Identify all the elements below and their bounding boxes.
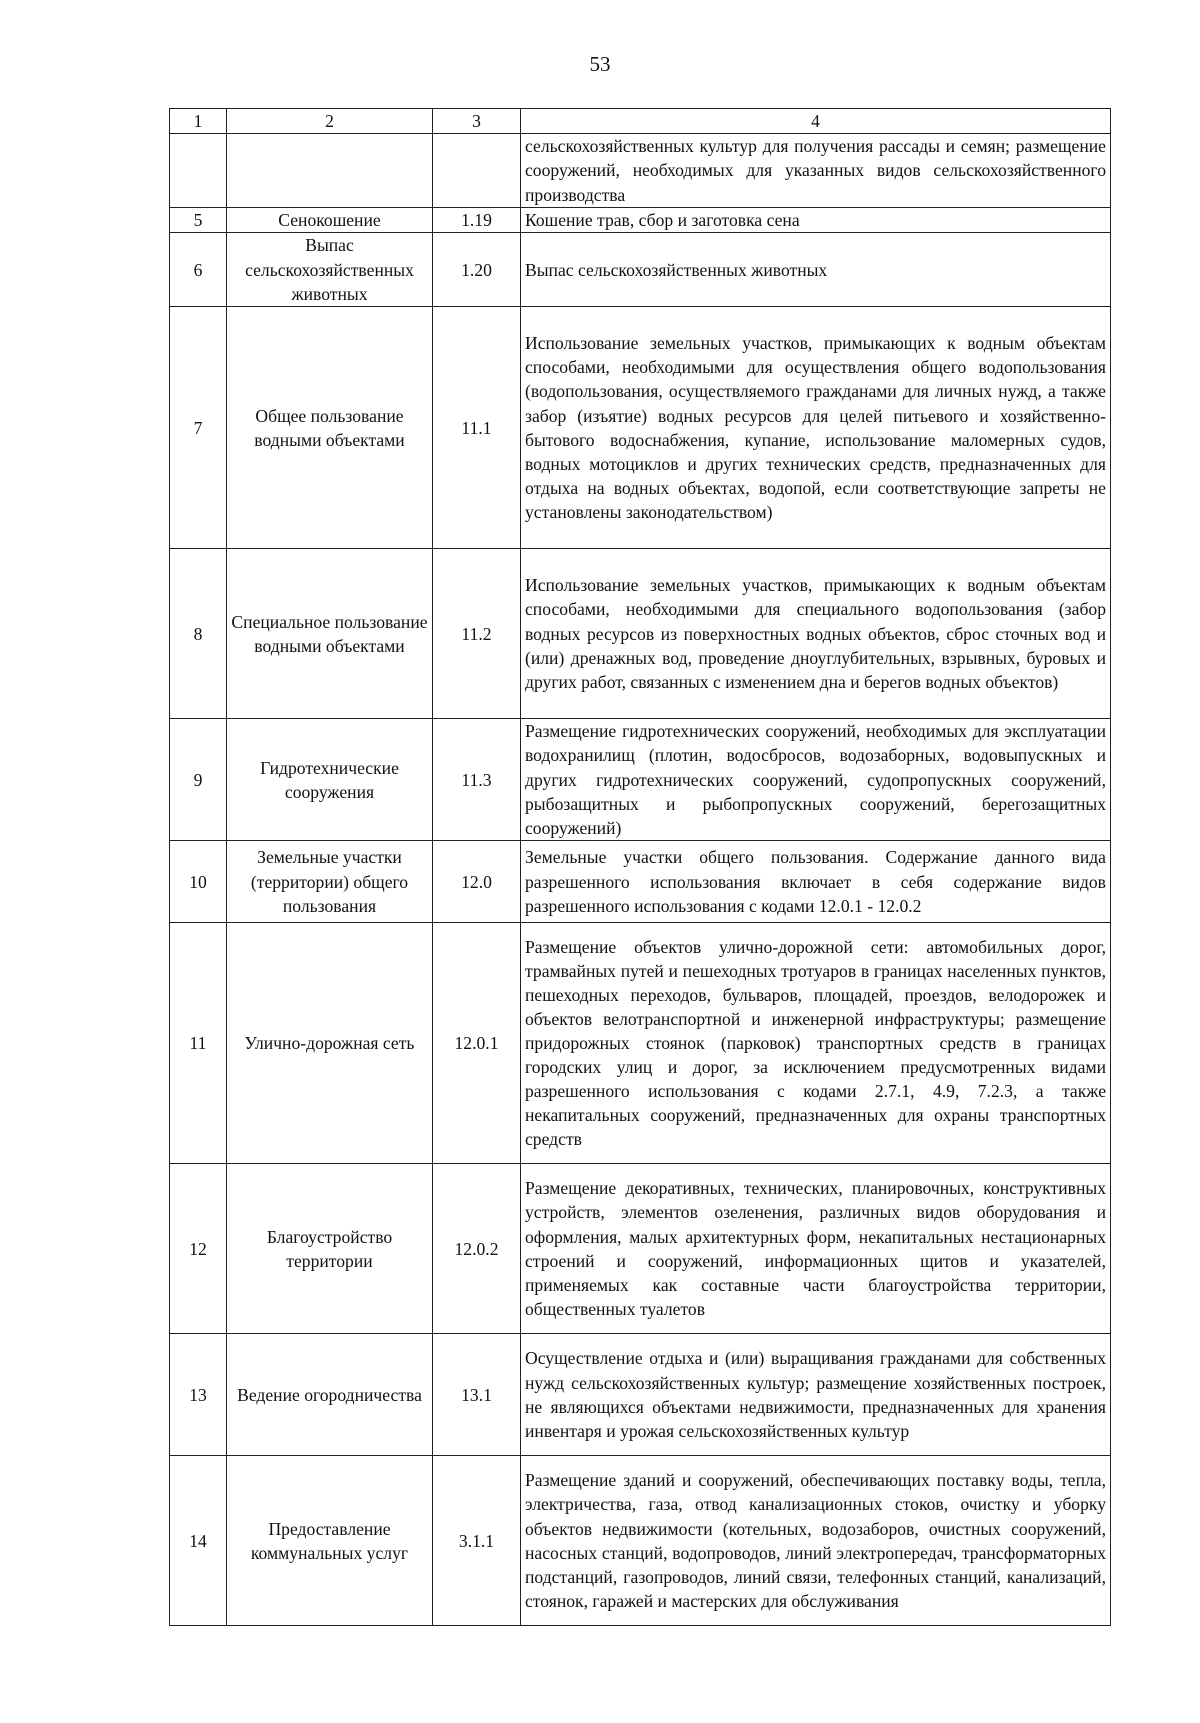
row-code: 13.1: [433, 1334, 521, 1456]
row-number: 5: [170, 208, 227, 233]
row-description: Использование земельных участков, примыкающих к водным объектам способами, необходимыми для осуществления общего водопользования (водопользования, осуществляемого гражданами для личных нужд, а также забор (изъятие) водных ресурсов для целей питьевого и хозяйственно-бытового водоснабжения, купание, использование маломерных судов, водных мотоциклов и других технических средств, предназначенных для отдыха на водных объектах, водопой, если соответствующие запреты не установлены законодательством): [521, 307, 1111, 549]
row-code: 1.19: [433, 208, 521, 233]
table-row: [170, 1456, 1111, 1626]
row-number: [170, 134, 227, 208]
row-name: Улично-дорожная сеть: [227, 923, 433, 1164]
row-number: 12: [170, 1164, 227, 1334]
row-name: Ведение огородничества: [227, 1334, 433, 1456]
row-description: Размещение гидротехнических сооружений, необходимых для эксплуатации водохранилищ (плотин, водосбросов, водозаборных, водовыпускных и других гидротехнических сооружений, судопропускных сооружений, рыбозащитных и рыбопропускных сооружений, берегозащитных сооружений): [521, 719, 1111, 841]
row-description: Осуществление отдыха и (или) выращивания гражданами для собственных нужд сельскохозяйственных культур; размещение хозяйственных построек, не являющихся объектами недвижимости, предназначенных для хранения инвентаря и урожая сельскохозяйственных культур: [521, 1334, 1111, 1456]
row-description: Кошение трав, сбор и заготовка сена: [521, 208, 1111, 233]
header-col-1: 1: [170, 109, 227, 134]
row-code: 1.20: [433, 233, 521, 307]
row-code: [433, 134, 521, 208]
table-header-row: [170, 109, 1111, 134]
row-name: Земельные участки (территории) общего пользования: [227, 841, 433, 923]
land-use-table: [169, 108, 1111, 1626]
row-number: 14: [170, 1456, 227, 1626]
row-name: Общее пользование водными объектами: [227, 307, 433, 549]
table-row: [170, 923, 1111, 1164]
row-code: 11.3: [433, 719, 521, 841]
row-code: 12.0.1: [433, 923, 521, 1164]
row-description: Использование земельных участков, примыкающих к водным объектам способами, необходимыми для специального водопользования (забор водных ресурсов из поверхностных водных объектов, сброс сточных вод и (или) дренажных вод, проведение дноуглубительных, взрывных, буровых и других работ, связанных с изменением дна и берегов водных объектов): [521, 549, 1111, 719]
row-description: Размещение зданий и сооружений, обеспечивающих поставку воды, тепла, электричества, газа, отвод канализационных стоков, очистку и уборку объектов недвижимости (котельных, водозаборов, очистных сооружений, насосных станций, водопроводов, линий электропередач, трансформаторных подстанций, газопроводов, линий связи, телефонных станций, канализаций, стоянок, гаражей и мастерских для обслуживания: [521, 1456, 1111, 1626]
row-description: Размещение объектов улично-дорожной сети: автомобильных дорог, трамвайных путей и пешеходных тротуаров в границах населенных пунктов, пешеходных переходов, бульваров, площадей, проездов, велодорожек и объектов велотранспортной и инженерной инфраструктуры; размещение придорожных стоянок (парковок) транспортных средств в границах городских улиц и дорог, за исключением предусмотренных видами разрешенного использования с кодами 2.7.1, 4.9, 7.2.3, а также некапитальных сооружений, предназначенных для охраны транспортных средств: [521, 923, 1111, 1164]
row-code: 11.1: [433, 307, 521, 549]
row-description: Земельные участки общего пользования. Содержание данного вида разрешенного использования включает в себя содержание видов разрешенного использования с кодами 12.0.1 - 12.0.2: [521, 841, 1111, 923]
table-row: [170, 719, 1111, 841]
row-number: 8: [170, 549, 227, 719]
table-row: [170, 1334, 1111, 1456]
header-col-4: 4: [521, 109, 1111, 134]
row-name: Благоустройство территории: [227, 1164, 433, 1334]
header-col-3: 3: [433, 109, 521, 134]
row-description: Выпас сельскохозяйственных животных: [521, 233, 1111, 307]
row-name: Предоставление коммунальных услуг: [227, 1456, 433, 1626]
row-number: 7: [170, 307, 227, 549]
row-description: Размещение декоративных, технических, планировочных, конструктивных устройств, элементов озеленения, различных видов оборудования и оформления, малых архитектурных форм, некапитальных нестационарных строений и сооружений, информационных щитов и указателей, применяемых как составные части благоустройства территории, общественных туалетов: [521, 1164, 1111, 1334]
header-col-2: 2: [227, 109, 433, 134]
row-name: Гидротехнические сооружения: [227, 719, 433, 841]
row-name: Специальное пользование водными объектами: [227, 549, 433, 719]
table-row: [170, 549, 1111, 719]
row-name: Сенокошение: [227, 208, 433, 233]
row-code: 12.0: [433, 841, 521, 923]
row-number: 11: [170, 923, 227, 1164]
row-description: сельскохозяйственных культур для получения рассады и семян; размещение сооружений, необходимых для указанных видов сельскохозяйственного производства: [521, 134, 1111, 208]
row-code: 11.2: [433, 549, 521, 719]
row-name: [227, 134, 433, 208]
table-row: [170, 233, 1111, 307]
row-name: Выпас сельскохозяйственных животных: [227, 233, 433, 307]
row-number: 13: [170, 1334, 227, 1456]
row-number: 10: [170, 841, 227, 923]
page-number: 53: [589, 52, 611, 76]
row-code: 3.1.1: [433, 1456, 521, 1626]
row-code: 12.0.2: [433, 1164, 521, 1334]
table-row: [170, 307, 1111, 549]
table-row: [170, 841, 1111, 923]
row-number: 6: [170, 233, 227, 307]
row-number: 9: [170, 719, 227, 841]
table-row: [170, 1164, 1111, 1334]
table-row: [170, 208, 1111, 233]
table-row: [170, 134, 1111, 208]
